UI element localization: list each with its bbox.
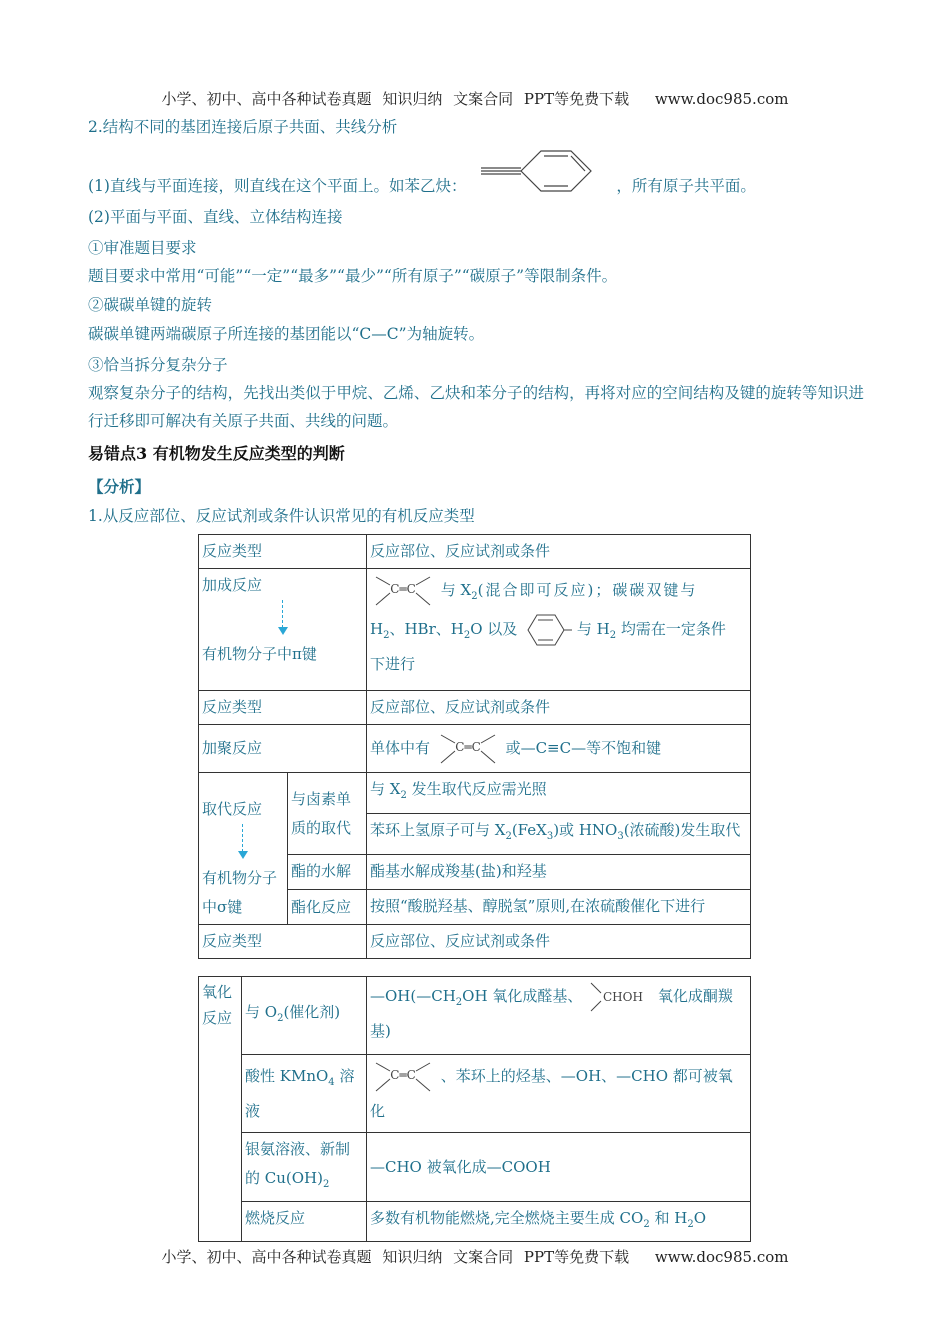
poly-detail [367,725,751,773]
text: 4 [328,1076,335,1088]
ox-detail-1 [367,977,751,1055]
text: 单体中有 [370,738,431,757]
text: 2 [400,790,407,801]
text: 2 [323,1179,330,1190]
text: 和 H [649,1209,688,1227]
sub-type: 酯的水解 [288,855,367,890]
footer-item: PPT等免费下载 [523,1248,630,1266]
text: 与 X [370,780,401,798]
reaction-note: 有机物分子中σ键 [202,869,278,916]
sub-type [242,1055,367,1133]
footer-item: 知识归纳 [382,1248,443,1266]
text: (催化剂) [283,1003,341,1021]
text: 与 H [576,620,610,638]
sub-type [242,1133,367,1202]
text: 2 [471,591,478,602]
double-bond-structure [370,571,436,611]
oxidation-table [198,976,751,1242]
text: 苯环上氢原子可与 X [370,821,506,840]
phenylacetylene-line [88,176,756,198]
sub-type: 燃烧反应 [242,1202,367,1242]
arrow-icon [202,824,284,864]
header-link[interactable]: www.doc985.com [654,90,789,108]
analysis-label: 【分析】 [88,477,151,496]
text: 发生取代反应需光照 [406,780,547,798]
section3-title: 易错点3 有机物发生反应类型的判断 [88,444,345,463]
header-item: 小学、初中、高中各种试卷真题 [161,90,372,108]
sub-type: 酯化反应 [288,890,367,925]
footer-item: 文案合同 [453,1248,514,1266]
reaction-name: 加成反应 [202,576,263,594]
footer-item: 小学、初中、高中各种试卷真题 [161,1248,372,1266]
text: 酸性 KMnO [245,1066,329,1085]
benzene-structure [522,611,572,649]
ox-detail-4 [367,1202,751,1242]
text: H [370,620,384,638]
subst-detail-2 [367,814,751,855]
arrow-icon [202,600,363,640]
text: 2 [455,997,463,1008]
reaction-type-table [198,534,751,959]
text: 2 [463,630,471,641]
text: )或 HNO [553,821,618,840]
addition-cell [199,569,367,691]
section3-subtitle: 1.从反应部位、反应试剂或条件认识常见的有机反应类型 [88,507,475,525]
text: 均需在一定条件 [616,620,726,638]
text: 2 [609,630,617,641]
oxidation-cell [199,977,242,1242]
subst-detail-3: 酯基水解成羧基(盐)和羟基 [367,855,751,890]
paragraph: (2)平面与平面、直线、立体结构连接 [88,208,343,226]
text: 氧化成酮羰基) [370,987,733,1040]
ox-detail-3: —CHO 被氧化成—COOH [367,1133,751,1202]
text: 与 X [440,581,472,599]
phenylacetylene-structure [471,146,611,198]
subst-detail-4: 按照“酸脱羟基、醇脱氢”原则,在浓硫酸催化下进行 [367,890,751,925]
header-item: 文案合同 [453,90,514,108]
subheading: ③恰当拆分复杂分子 [88,356,228,374]
double-bond-structure [370,1057,436,1097]
text: 3 [546,831,554,843]
table-header: 反应部位、反应试剂或条件 [367,535,751,569]
text: 、苯环上的烃基、—OH、—CHO 都可被氧化 [370,1067,733,1120]
text: 2 [505,831,512,843]
text: 银氨溶液、新制的 Cu(OH) [245,1140,351,1187]
text: 多数有机物能燃烧,完全燃烧主要生成 CO [370,1209,644,1227]
bond-label: C═C [390,1068,416,1082]
group-label: CHOH [603,990,644,1004]
text: 溶液 [245,1066,355,1120]
text: 与 O [245,1003,278,1021]
double-bond-structure [435,729,501,769]
bond-label: C═C [455,739,481,754]
reaction-name: 加聚反应 [199,725,367,773]
sub-type: 与卤素单质的取代 [288,773,367,855]
table-header: 反应类型 [199,535,367,569]
table-header: 反应类型 [199,925,367,959]
text: 2 [383,630,390,641]
text: 下进行 [370,655,416,673]
ox-detail-2 [367,1055,751,1133]
header-item: 知识归纳 [382,90,443,108]
footer-link[interactable]: www.doc985.com [654,1248,789,1266]
text: 、HBr、H [389,620,464,638]
section2-title: 2.结构不同的基团连接后原子共面、共线分析 [88,118,398,136]
text: (浓硫酸)发生取代 [623,821,741,840]
text: —OH(—CH [370,987,456,1005]
text: 2 [277,1013,284,1024]
text: O [693,1209,706,1227]
secondary-alcohol-structure [587,979,653,1015]
text: (1)直线与平面连接，则直线在这个平面上。如苯乙炔： [88,177,467,195]
paragraph: 题目要求中常用“可能”“一定”“最多”“最少”“所有原子”“碳原子”等限制条件。 [88,267,618,285]
text: 2 [687,1219,694,1230]
sub-type [242,977,367,1055]
text: ，所有原子共平面。 [616,177,756,195]
text: 或—C≡C—等不饱和键 [505,738,662,757]
reaction-name: 取代反应 [202,800,263,818]
page-header [0,88,950,109]
bond-label: C═C [390,582,416,596]
paragraph: 碳碳单键两端碳原子所连接的基团能以“C—C”为轴旋转。 [88,325,485,343]
addition-detail [367,569,751,691]
paragraph: 观察复杂分子的结构，先找出类似于甲烷、乙烯、乙炔和苯分子的结构，再将对应的空间结构及键的旋转等知识进行迁移即可解决有关原子共面、共线的问题。 [88,384,864,430]
reaction-note: 有机物分子中π键 [202,645,317,663]
text: OH 氧化成醛基、 [462,987,583,1005]
page-footer [0,1246,950,1267]
subst-detail-1 [367,773,751,814]
header-item: PPT等免费下载 [523,90,630,108]
text: (FeX [511,821,547,840]
text: (混合即可反应)；碳碳双键与 [477,581,698,599]
table-header: 反应部位、反应试剂或条件 [367,691,751,725]
table-header: 反应部位、反应试剂或条件 [367,925,751,959]
reaction-name: 氧化反应 [202,983,233,1027]
text: 3 [617,831,624,843]
subheading: ②碳碳单键的旋转 [88,296,213,314]
text: O 以及 [470,620,518,638]
subheading: ①审准题目要求 [88,239,197,257]
text: 2 [643,1219,650,1230]
table-header: 反应类型 [199,691,367,725]
substitution-cell [199,773,288,925]
